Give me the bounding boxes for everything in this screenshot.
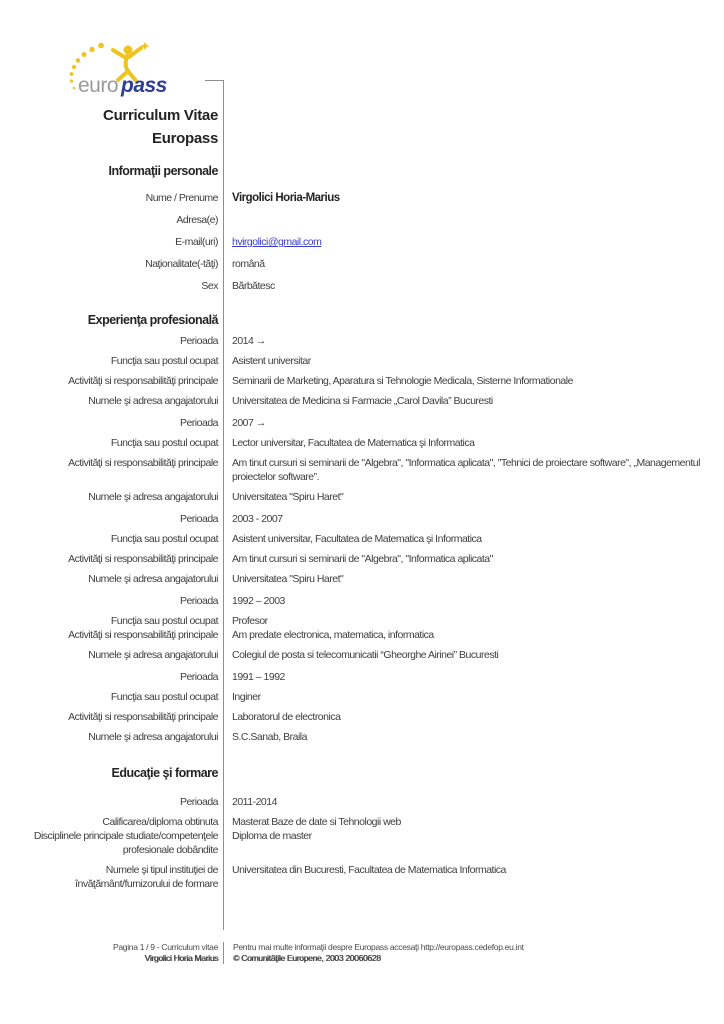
edu-period-value: 2011-2014 <box>232 796 277 808</box>
row-period <box>0 594 724 608</box>
row-email <box>0 235 724 249</box>
role-label: Funcţia sau postul ocupat <box>110 615 218 627</box>
row-activities <box>0 374 724 388</box>
row-activities <box>0 456 724 484</box>
section-heading-education: Educaţie şi formare <box>111 766 218 780</box>
period-label: Perioada <box>179 595 218 607</box>
footer-left <box>0 942 223 964</box>
row-edu-period <box>0 795 724 809</box>
employer-value: Universitatea "Spiru Haret" <box>232 573 344 585</box>
sex-label: Sex <box>201 280 218 292</box>
activities-label: Activităţi si responsabilităţi principale <box>68 553 218 565</box>
logo-text-pass: pass <box>121 74 167 97</box>
row-employer <box>0 648 724 662</box>
row-period <box>0 512 724 526</box>
row-edu-institution <box>0 863 724 891</box>
experience-entry-2 <box>0 416 724 504</box>
document-title <box>0 104 223 150</box>
edu-qualification-value: Masterat Baze de date si Tehnologii web <box>232 816 401 828</box>
row-activities <box>0 628 724 642</box>
activities-label: Activităţi si responsabilităţi principale <box>68 711 218 723</box>
period-value: 2007 → <box>232 417 266 429</box>
row-activities <box>0 710 724 724</box>
employer-label: Numele şi adresa angajatorului <box>88 573 218 585</box>
edu-qualification-label: Calificarea/diploma obtinuta <box>102 816 218 828</box>
role-label: Funcţia sau postul ocupat <box>110 437 218 449</box>
row-employer <box>0 730 724 744</box>
email-link[interactable]: hvirgolici@gmail.com <box>232 236 322 248</box>
row-period <box>0 334 724 348</box>
experience-entry-1 <box>0 334 724 408</box>
row-sex <box>0 279 724 293</box>
activities-value: Am tinut cursuri si seminarii de "Algebra", "Informatica aplicata" <box>232 553 493 565</box>
activities-label: Activităţi si responsabilităţi principale <box>68 629 218 641</box>
experience-entry-3 <box>0 512 724 586</box>
section-experience <box>0 313 724 744</box>
experience-entry-5 <box>0 670 724 744</box>
address-value <box>223 213 724 227</box>
section-personal <box>0 164 724 293</box>
employer-value: Colegiul de posta si telecomunicatii “Gheorghe Airinei” Bucuresti <box>232 649 499 661</box>
figure-head <box>124 46 133 55</box>
row-nationality <box>0 257 724 271</box>
period-label: Perioada <box>179 417 218 429</box>
section-heading-experience: Experienţa profesională <box>87 313 218 327</box>
row-address <box>0 213 724 227</box>
row-employer <box>0 490 724 504</box>
period-label: Perioada <box>179 671 218 683</box>
row-role <box>0 614 724 628</box>
section-education <box>0 766 724 891</box>
row-role <box>0 436 724 450</box>
footer-europass-info: Pentru mai multe informaţii despre Europass accesaţi http://europass.cedefop.eu.int <box>233 942 524 952</box>
edu-institution-label: Numele şi tipul instituţiei de învăţământ/furnizorului de formare <box>75 864 218 890</box>
row-edu-subjects <box>0 829 724 857</box>
employer-label: Numele şi adresa angajatorului <box>88 731 218 743</box>
role-label: Funcţia sau postul ocupat <box>110 691 218 703</box>
period-value: 2014 → <box>232 335 266 347</box>
address-label: Adresa(e) <box>176 214 218 226</box>
name-label: Nume / Prenume <box>145 192 218 204</box>
employer-label: Numele şi adresa angajatorului <box>88 395 218 407</box>
row-period <box>0 670 724 684</box>
role-label: Funcţia sau postul ocupat <box>110 533 218 545</box>
activities-value: Seminarii de Marketing, Aparatura si Tehnologie Medicala, Sisteme Informationale <box>232 375 573 387</box>
title-line-1: Curriculum Vitae <box>103 107 218 124</box>
logo-text-euro: euro <box>78 74 119 97</box>
edu-period-label: Perioada <box>179 796 218 808</box>
employer-label: Numele şi adresa angajatorului <box>88 649 218 661</box>
row-role <box>0 532 724 546</box>
employer-value: Universitatea "Spiru Haret" <box>232 491 344 503</box>
nationality-label: Naţionalitate(-tăţi) <box>145 258 218 270</box>
sex-value: Bărbătesc <box>232 280 275 292</box>
row-activities <box>0 552 724 566</box>
activities-value: Am tinut cursuri si seminarii de "Algebra", "Informatica aplicata", "Tehnici de proiectare software", „Managementul proiectelor software”. <box>232 457 700 483</box>
name-value: Virgolici Horia-Marius <box>232 192 340 204</box>
employer-value: S.C.Sanab, Braila <box>232 731 307 743</box>
row-role <box>0 690 724 704</box>
period-value: 1991 – 1992 <box>232 671 285 683</box>
section-heading-personal: Informaţii personale <box>108 164 218 178</box>
page-footer <box>0 942 724 964</box>
footer-copyright: © Comunităţile Europene, 2003 20060628 <box>233 953 381 963</box>
employer-label: Numele şi adresa angajatorului <box>88 491 218 503</box>
role-label: Funcţia sau postul ocupat <box>110 355 218 367</box>
edu-subjects-label: Disciplinele principale studiate/competenţele profesionale dobândite <box>33 830 218 856</box>
divider-top-hook <box>205 80 224 81</box>
nationality-value: română <box>232 258 265 270</box>
experience-entry-4 <box>0 594 724 662</box>
activities-label: Activităţi si responsabilităţi principale <box>68 457 218 469</box>
employer-value: Universitatea de Medicina si Farmacie „Carol Davila” Bucuresti <box>232 395 493 407</box>
period-value: 2003 - 2007 <box>232 513 283 525</box>
row-employer <box>0 572 724 586</box>
period-label: Perioada <box>179 513 218 525</box>
period-value: 1992 – 2003 <box>232 595 285 607</box>
period-label: Perioada <box>179 335 218 347</box>
role-value: Profesor <box>232 615 268 627</box>
email-label: E-mail(uri) <box>175 236 218 248</box>
footer-right <box>223 942 724 964</box>
role-value: Lector universitar, Facultatea de Matematica şi Informatica <box>232 437 475 449</box>
europass-logo <box>66 40 182 102</box>
footer-author: Virgolici Horia Marius <box>144 953 218 963</box>
activities-value: Am predate electronica, matematica, informatica <box>232 629 434 641</box>
cv-body <box>0 104 724 891</box>
row-period <box>0 416 724 430</box>
edu-institution-value: Universitatea din Bucuresti, Facultatea de Matematica Informatica <box>232 864 506 876</box>
row-role <box>0 354 724 368</box>
activities-value: Laboratorul de electronica <box>232 711 341 723</box>
activities-label: Activităţi si responsabilităţi principale <box>68 375 218 387</box>
row-name <box>0 191 724 205</box>
role-value: Asistent universitar, Facultatea de Matematica şi Informatica <box>232 533 482 545</box>
role-value: Asistent universitar <box>232 355 311 367</box>
email-value-cell <box>223 235 724 249</box>
title-line-2: Europass <box>152 130 218 147</box>
role-value: Inginer <box>232 691 261 703</box>
footer-page-info: Pagina 1 / 9 - Curriculum vitae <box>112 942 218 952</box>
edu-subjects-value: Diploma de master <box>232 830 312 842</box>
row-edu-qualification <box>0 815 724 829</box>
row-employer <box>0 394 724 408</box>
